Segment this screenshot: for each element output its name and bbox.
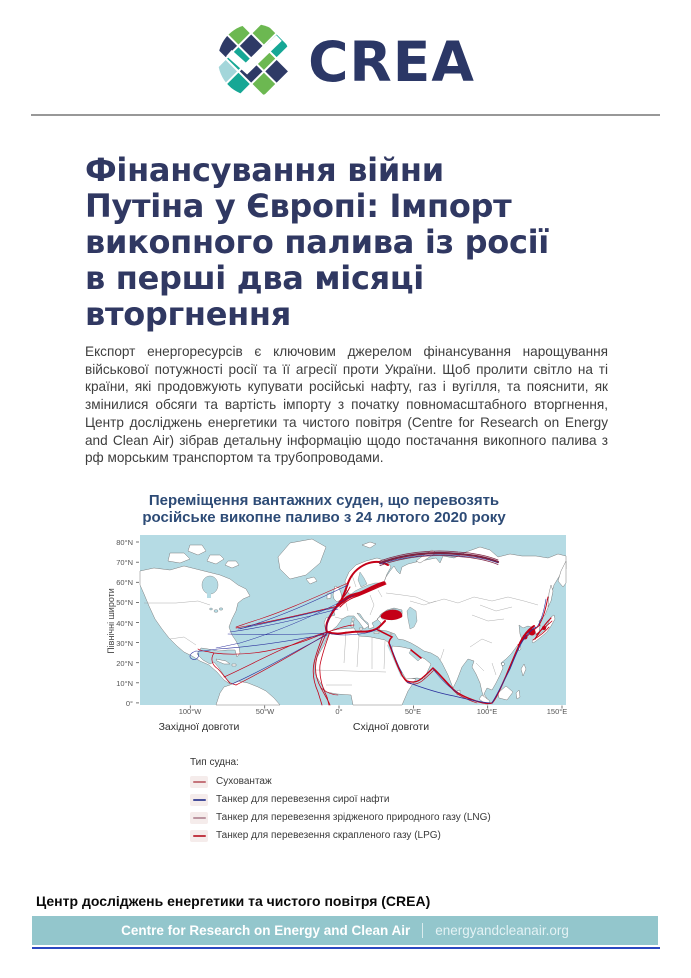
legend-title: Тип судна:	[190, 756, 239, 768]
x-tick-label: 50°W	[255, 706, 275, 716]
legend-item-label: Танкер для перевезення скрапленого газу (LPG)	[216, 830, 441, 842]
legend-swatch	[190, 794, 208, 806]
crea-logo-icon	[216, 22, 292, 103]
figure-title-line2: російське викопне паливо з 24 лютого 2020 року	[142, 509, 506, 527]
y-tick-label: 80°N	[116, 537, 133, 547]
title-line: вторгнення	[85, 295, 291, 333]
x-tick-label: 100°E	[476, 706, 498, 716]
y-tick-label: 40°N	[116, 618, 133, 628]
legend-item	[190, 830, 691, 842]
footer-website-url: energyandcleanair.org	[435, 923, 569, 938]
legend-swatch	[190, 812, 208, 824]
legend-item	[190, 812, 691, 824]
legend-swatch-line	[193, 817, 206, 819]
figure-title	[84, 492, 564, 527]
legend-swatch	[190, 830, 208, 842]
y-tick-label: 70°N	[116, 557, 133, 567]
title-line: викопного палива із росії	[85, 223, 549, 261]
footer-org-name: Centre for Research on Energy and Clean Air	[121, 923, 411, 938]
logo-wordmark: CREA	[308, 29, 475, 94]
y-tick-label: 10°N	[116, 678, 133, 688]
header	[0, 0, 691, 104]
x-tick-label: 50°E	[404, 706, 422, 716]
y-tick-label: 60°N	[116, 577, 133, 587]
y-tick-label: 30°N	[116, 638, 133, 648]
legend-swatch	[190, 776, 208, 788]
title-line: в перші два місяці	[85, 259, 424, 297]
intro-paragraph: Експорт енергоресурсів є ключовим джерелом фінансування нарощування військової потужності росії та її агресії проти України. Щоб пролити світло на ті країни, які продовжують купувати російські нафту, газ і вугілля, та пояснити, як змінилися обсяги та вартість імпорту з початку повномасштабного вторгнення, Центр досліджень енергетики та чистого повітря (Centre for Research on Energy and Clean Air) зібрав детальну інформацію щодо постачання викопного палива з рф морським транспортом та трубопроводами.	[85, 344, 608, 466]
legend-item	[190, 776, 691, 788]
map-legend	[190, 757, 691, 842]
legend-swatch-line	[193, 781, 206, 783]
footer-caption: Центр досліджень енергетики та чистого повітря (CREA)	[36, 893, 431, 909]
footer-separator	[422, 923, 423, 938]
legend-swatch-line	[193, 799, 206, 801]
figure-title-line1: Переміщення вантажних суден, що перевозять	[148, 491, 500, 509]
x-axis-caption-east: Східної довготи	[352, 720, 430, 733]
page-title	[85, 152, 691, 332]
legend-item-label: Танкер для перевезення сирої нафти	[216, 794, 390, 806]
world-map-canvas	[140, 535, 566, 705]
footer-bar	[32, 916, 658, 945]
x-tick-label: 0°	[335, 706, 343, 716]
title-line: Фінансування війни	[85, 151, 444, 189]
legend-swatch-line	[193, 835, 206, 837]
y-tick-label: 50°N	[116, 597, 133, 607]
header-divider	[31, 114, 660, 116]
legend-item	[190, 794, 691, 806]
footer-underline	[32, 947, 660, 949]
legend-item-label: Танкер для перевезення зрідженого природного газу (LNG)	[216, 812, 491, 824]
x-tick-label: 150°E	[546, 706, 568, 716]
x-tick-label: 100°W	[178, 706, 202, 716]
title-line: Путіна у Європі: Імпорт	[85, 187, 512, 225]
ship-routes-map-figure	[75, 535, 641, 741]
y-tick-label: 0°	[125, 698, 133, 708]
legend-item-label: Суховантаж	[216, 776, 272, 788]
y-axis-title: Північні широти	[106, 588, 116, 654]
y-tick-label: 20°N	[116, 658, 133, 668]
x-axis-caption-west: Західної довготи	[158, 720, 240, 733]
